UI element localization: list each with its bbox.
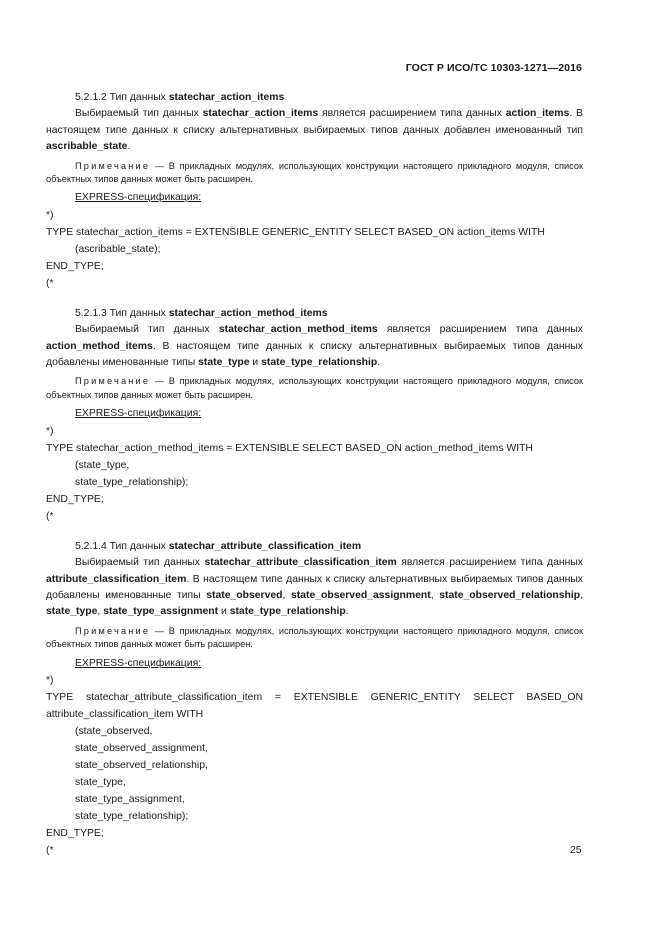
paragraph-text: , — [580, 589, 584, 601]
note-text: — В прикладных модулях, использующих конструкции настоящего прикладного модуля, список объектных типов данных может быть расширен. — [46, 625, 583, 650]
end-type: END_TYPE; — [46, 260, 104, 272]
section-title — [46, 90, 583, 106]
section-title-prefix: 5.2.1.3 Тип данных — [75, 307, 169, 319]
paragraph-text: , — [282, 589, 291, 601]
page-number: 25 — [570, 845, 582, 856]
note-label: Примечание — [75, 160, 151, 171]
paragraph-text: Выбираемый тип данных — [75, 108, 203, 120]
bold-type-name: state_type_relationship — [261, 357, 378, 369]
paragraph-text: . В настоящем типе данных к списку альтернативных выбираемых типов данных добавлены именованные типы — [46, 573, 583, 601]
section-5-2-1-4 — [46, 539, 583, 859]
section-note — [46, 625, 583, 652]
section-title-type-name: statechar_action_items — [168, 92, 285, 103]
section-5-2-1-2 — [46, 90, 583, 292]
bold-type-name: state_observed_relationship — [439, 589, 581, 601]
bold-type-name: state_observed_assignment — [290, 589, 431, 601]
express-spec-label: EXPRESS-спецификация: — [75, 192, 202, 204]
paragraph-text: . В настоящем типе данных к списку альтернативных выбираемых типов данных добавлен именованный тип — [46, 108, 583, 136]
select-items — [46, 241, 583, 258]
express-code-block — [46, 672, 583, 859]
paragraph-text: . — [345, 606, 349, 618]
express-code-block — [46, 207, 583, 292]
paragraph-text: является расширением типа данных — [377, 324, 583, 336]
select-items — [46, 457, 583, 491]
select-item: state_observed_relationship, — [75, 759, 208, 771]
code-open-comment: *) — [46, 674, 54, 686]
section-paragraph — [46, 106, 583, 155]
type-declaration: TYPE statechar_attribute_classification_item = EXTENSIBLE GENERIC_ENTITY SELECT BASED_ON attribute_classification_item WITH — [46, 691, 583, 720]
section-paragraph — [46, 555, 583, 621]
paragraph-text: . В настоящем типе данных к списку альтернативных выбираемых типов данных добавлены именованные типы — [46, 340, 583, 369]
type-declaration: TYPE statechar_action_method_items = EXTENSIBLE SELECT BASED_ON action_method_items WITH — [46, 442, 533, 454]
bold-type-name: state_type — [46, 606, 98, 618]
select-items — [46, 723, 583, 825]
code-close-comment: (* — [46, 277, 54, 289]
express-spec-label: EXPRESS-спецификация: — [75, 657, 202, 669]
bold-type-name: state_type_relationship — [229, 606, 346, 618]
bold-type-name: ascribable_state — [46, 141, 128, 153]
select-item: (ascribable_state); — [75, 243, 161, 255]
paragraph-text: является расширением типа данных — [318, 108, 506, 120]
select-item: state_type, — [75, 776, 126, 788]
bold-type-name: statechar_action_method_items — [218, 324, 378, 336]
document-body — [46, 90, 583, 873]
bold-type-name: action_method_items — [46, 340, 153, 352]
bold-type-name: state_type_assignment — [103, 606, 219, 618]
paragraph-text: и — [218, 606, 230, 618]
section-note — [46, 160, 583, 187]
bold-type-name: state_type — [198, 357, 250, 369]
code-open-comment: *) — [46, 209, 54, 221]
bold-type-name: action_items — [505, 108, 570, 120]
bold-type-name: statechar_action_items — [202, 108, 319, 120]
paragraph-text: , — [430, 589, 440, 601]
express-code-block — [46, 423, 583, 525]
note-label: Примечание — [75, 625, 151, 636]
bold-type-name: state_observed — [206, 589, 283, 601]
type-declaration: TYPE statechar_action_items = EXTENSIBLE GENERIC_ENTITY SELECT BASED_ON action_items WITH — [46, 226, 545, 238]
page-header-standard-code: ГОСТ Р ИСО/ТС 10303-1271—2016 — [405, 62, 582, 74]
paragraph-text: является расширением типа данных — [396, 557, 583, 569]
select-item: state_type_relationship); — [75, 476, 189, 488]
section-note — [46, 375, 583, 402]
section-title — [46, 306, 583, 322]
code-close-comment: (* — [46, 844, 54, 856]
select-item: (state_observed, — [75, 725, 153, 737]
code-open-comment: *) — [46, 425, 54, 437]
code-close-comment: (* — [46, 510, 54, 522]
paragraph-text: и — [249, 357, 262, 369]
select-item: (state_type, — [75, 459, 130, 471]
paragraph-text: , — [97, 606, 104, 618]
select-item: state_type_assignment, — [75, 793, 185, 805]
section-paragraph — [46, 322, 583, 371]
paragraph-text: Выбираемый тип данных — [75, 557, 205, 569]
select-item: state_type_relationship); — [75, 810, 189, 822]
paragraph-text: . — [127, 141, 131, 153]
bold-type-name: attribute_classification_item — [46, 573, 187, 585]
section-title-prefix: 5.2.1.4 Тип данных — [75, 540, 169, 552]
note-text: — В прикладных модулях, использующих конструкции настоящего прикладного модуля, список объектных типов данных может быть расширен. — [46, 376, 583, 400]
note-label: Примечание — [75, 376, 151, 387]
bold-type-name: statechar_attribute_classification_item — [204, 557, 397, 569]
section-title-prefix: 5.2.1.2 Тип данных — [75, 92, 169, 103]
section-title-type-name: statechar_attribute_classification_item — [168, 540, 362, 552]
paragraph-text: . — [377, 357, 381, 369]
select-item: state_observed_assignment, — [75, 742, 208, 754]
paragraph-text: Выбираемый тип данных — [75, 324, 219, 336]
section-title — [46, 539, 583, 555]
express-spec-label: EXPRESS-спецификация: — [75, 408, 202, 420]
section-title-type-name: statechar_action_method_items — [168, 307, 328, 319]
section-5-2-1-3 — [46, 306, 583, 525]
end-type: END_TYPE; — [46, 827, 104, 839]
note-text: — В прикладных модулях, использующих конструкции настоящего прикладного модуля, список объектных типов данных может быть расширен. — [46, 160, 583, 185]
end-type: END_TYPE; — [46, 493, 104, 505]
